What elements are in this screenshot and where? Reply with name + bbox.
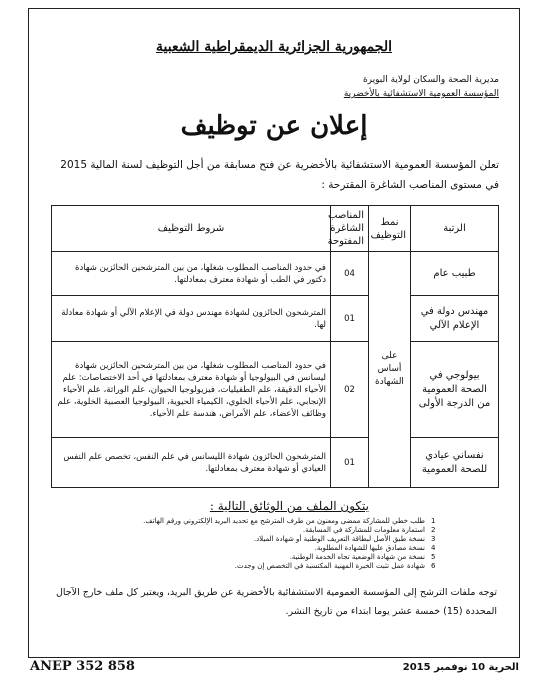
conditions-cell: في حدود المناصب المطلوب شغلها، من بين المترشحين الحائزين شهادة ليسانس في البيولوجيا أو شهادة معترف بمعادلتها في أحد الاختصاصات: علم الأحياء الدقيقة، علم الطفيليات، فيزيولوجيا الحيوان، علم الوراثة، علم الأحياء الإنجابي، علم الأحياء الخلوي، الكيمياء الحيوية، البيولوجيا العصبية الخلوية، علم وظائف الأعضاء، علم الأمراض، هندسة علم الأحياء. [52, 342, 331, 438]
item-text: شهادة عمل تثبت الخبرة المهنية المكتسبة في التخصص إن وجدت. [234, 562, 425, 570]
item-text: نسخة طبق الأصل لبطاقة التعريف الوطنية أو شهادة الميلاد. [253, 535, 425, 543]
item-number: 3 [431, 535, 436, 543]
announcement-frame [28, 8, 520, 658]
conditions-cell: المترشحون الحائزون لشهادة مهندس دولة في الإعلام الآلي أو شهادة معادلة لها. [52, 296, 331, 342]
dossier-heading: يتكون الملف من الوثائق التالية : [209, 499, 369, 513]
posts-cell: 01 [331, 438, 369, 488]
item-number: 4 [431, 544, 436, 552]
header-mode: نمط التوظيف [369, 206, 411, 252]
header-grade: الرتبة [411, 206, 499, 252]
item-text: استمارة معلومات للمشاركة في المسابقة. [302, 526, 425, 534]
announcement-title: إعلان عن توظيف [180, 111, 368, 141]
posts-cell: 02 [331, 342, 369, 438]
grade-cell: مهندس دولة في الإعلام الآلي [411, 296, 499, 342]
header-posts: المناصب الشاغرة المفتوحة [331, 206, 369, 252]
anep-reference: ANEP 352 858 [30, 659, 135, 674]
grade-cell: نفساني عيادي للصحة العمومية [411, 438, 499, 488]
item-number: 1 [431, 517, 436, 525]
list-item [89, 544, 443, 553]
item-text: نسخة من شهادة الوضعية تجاه الخدمة الوطنية. [289, 553, 425, 561]
list-item [89, 553, 443, 562]
list-item [89, 517, 443, 526]
institution-line: المؤسسة العمومية الاستشفائية بالأخضرية [343, 89, 499, 99]
dossier-list [89, 517, 459, 571]
grade-cell: بيولوجي في الصحة العمومية من الدرجة الأولى [411, 342, 499, 438]
publication-date: الحرية 10 نوفمبر 2015 [402, 662, 519, 673]
grade-cell: طبيب عام [411, 252, 499, 296]
item-number: 2 [431, 526, 436, 534]
list-item [89, 526, 443, 535]
country-heading: الجمهورية الجزائرية الديمقراطية الشعبية [155, 39, 392, 55]
item-text: نسخة مصادق عليها للشهادة المطلوبة. [314, 544, 425, 552]
closing-paragraph: توجه ملفات الترشح إلى المؤسسة العمومية الاستشفائية بالأخضرية عن طريق البريد، ويعتبر كل ملف خارج الآجال المحددة (15) خمسة عشر يوما ابتداء من تاريخ النشر. [55, 587, 497, 617]
table-row [52, 296, 499, 342]
posts-cell: 04 [331, 252, 369, 296]
table-row [52, 252, 499, 296]
table-header-row [52, 206, 499, 252]
header-conditions: شروط التوظيف [52, 206, 331, 252]
directorate-line: مديرية الصحة والسكان لولاية البويرة [362, 75, 499, 85]
conditions-cell: المترشحون الحائزون شهادة الليسانس في علم النفس، تخصص علم النفس العيادي أو شهادة معترف بمعادلتها. [52, 438, 331, 488]
intro-paragraph: تعلن المؤسسة العمومية الاستشفائية بالأخضرية عن فتح مسابقة من أجل التوظيف لسنة المالية 2015 في مستوى المناصب الشاغرة المقترحة : [60, 159, 499, 191]
item-text: طلب خطي للمشاركة ممضى ومعنون من طرف المترشح مع تحديد البريد الإلكتروني ورقم الهاتف. [143, 517, 425, 525]
posts-cell: 01 [331, 296, 369, 342]
table-row [52, 342, 499, 438]
list-item [89, 535, 443, 544]
list-item [89, 562, 443, 571]
item-number: 6 [431, 562, 436, 570]
conditions-cell: في حدود المناصب المطلوب شغلها، من بين المترشحين الحائزين شهادة دكتور في الطب أو شهادة معترف بمعادلتها. [52, 252, 331, 296]
table-row [52, 438, 499, 488]
mode-cell: على أساس الشهادة [369, 252, 411, 488]
positions-table [51, 205, 499, 488]
item-number: 5 [431, 553, 436, 561]
